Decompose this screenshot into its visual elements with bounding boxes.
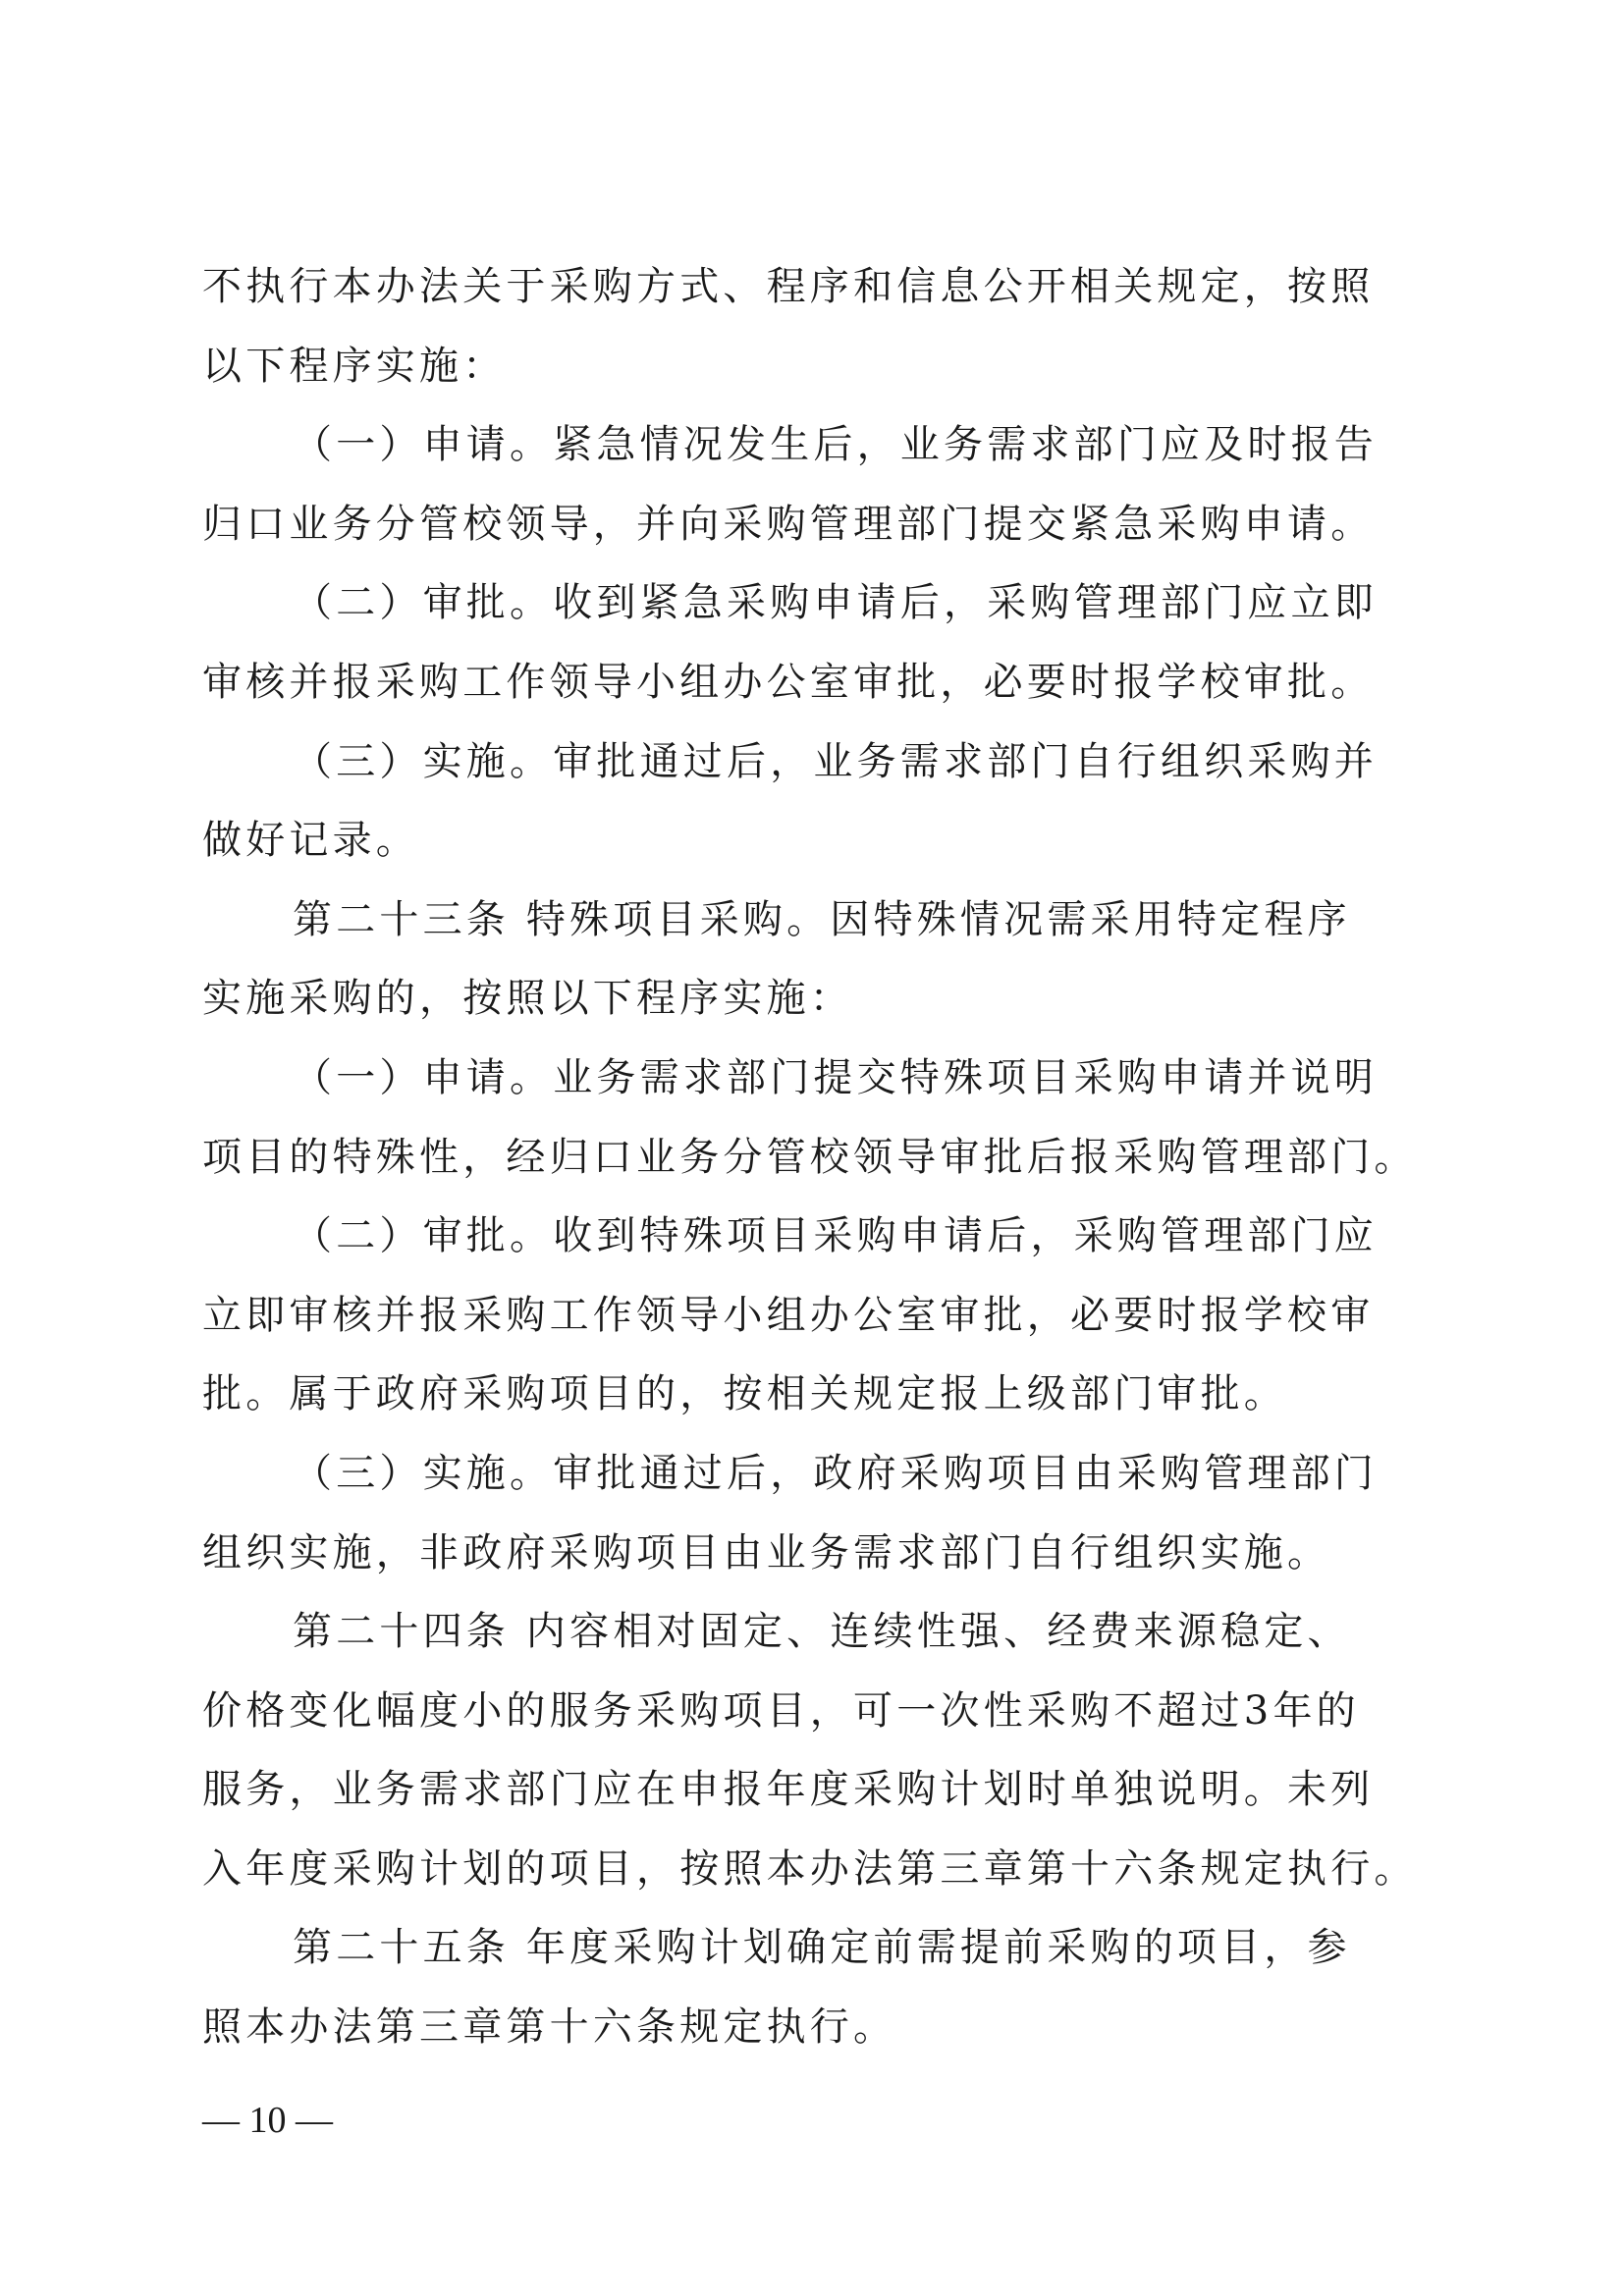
text-line: （二）审批。收到特殊项目采购申请后，采购管理部门应	[293, 1213, 1378, 1259]
text-line: （三）实施。审批通过后，业务需求部门自行组织采购并	[293, 738, 1378, 784]
text-line: 不执行本办法关于采购方式、程序和信息公开相关规定，按照	[202, 264, 1375, 309]
text-line: 第二十三条 特殊项目采购。因特殊情况需采用特定程序	[293, 896, 1351, 942]
text-line: 做好记录。	[202, 818, 419, 864]
text-line: 第二十五条 年度采购计划确定前需提前采购的项目，参	[293, 1925, 1351, 1971]
text-line: （二）审批。收到紧急采购申请后，采购管理部门应立即	[293, 580, 1378, 626]
text-line: 审核并报采购工作领导小组办公室审批，必要时报学校审批。	[202, 659, 1375, 705]
text-line: 价格变化幅度小的服务采购项目，可一次性采购不超过3年的	[202, 1687, 1360, 1734]
text-line: 服务，业务需求部门应在申报年度采购计划时单独说明。未列	[202, 1767, 1375, 1813]
text-line: 实施采购的，按照以下程序实施：	[202, 976, 853, 1022]
text-line: 组织实施，非政府采购项目由业务需求部门自行组织实施。	[202, 1529, 1331, 1575]
text-line: 归口业务分管校领导，并向采购管理部门提交紧急采购申请。	[202, 501, 1375, 547]
text-line: （三）实施。审批通过后，政府采购项目由采购管理部门	[293, 1450, 1378, 1496]
text-line: 入年度采购计划的项目，按照本办法第三章第十六条规定执行。	[202, 1845, 1418, 1892]
body-text	[202, 247, 1449, 2067]
text-line: （一）申请。紧急情况发生后，业务需求部门应及时报告	[293, 422, 1378, 468]
text-line: （一）申请。业务需求部门提交特殊项目采购申请并说明	[293, 1054, 1378, 1100]
text-line: 以下程序实施：	[202, 343, 507, 389]
text-line: 批。属于政府采购项目的，按相关规定报上级部门审批。	[202, 1371, 1287, 1417]
text-line: 项目的特殊性，经归口业务分管校领导审批后报采购管理部门。	[202, 1134, 1418, 1180]
text-line: 第二十四条 内容相对固定、连续性强、经费来源稳定、	[293, 1609, 1351, 1655]
text-line: 立即审核并报采购工作领导小组办公室审批，必要时报学校审	[202, 1292, 1375, 1338]
page-number: — 10 —	[202, 2100, 333, 2141]
text-line: 照本办法第三章第十六条规定执行。	[202, 2004, 897, 2051]
